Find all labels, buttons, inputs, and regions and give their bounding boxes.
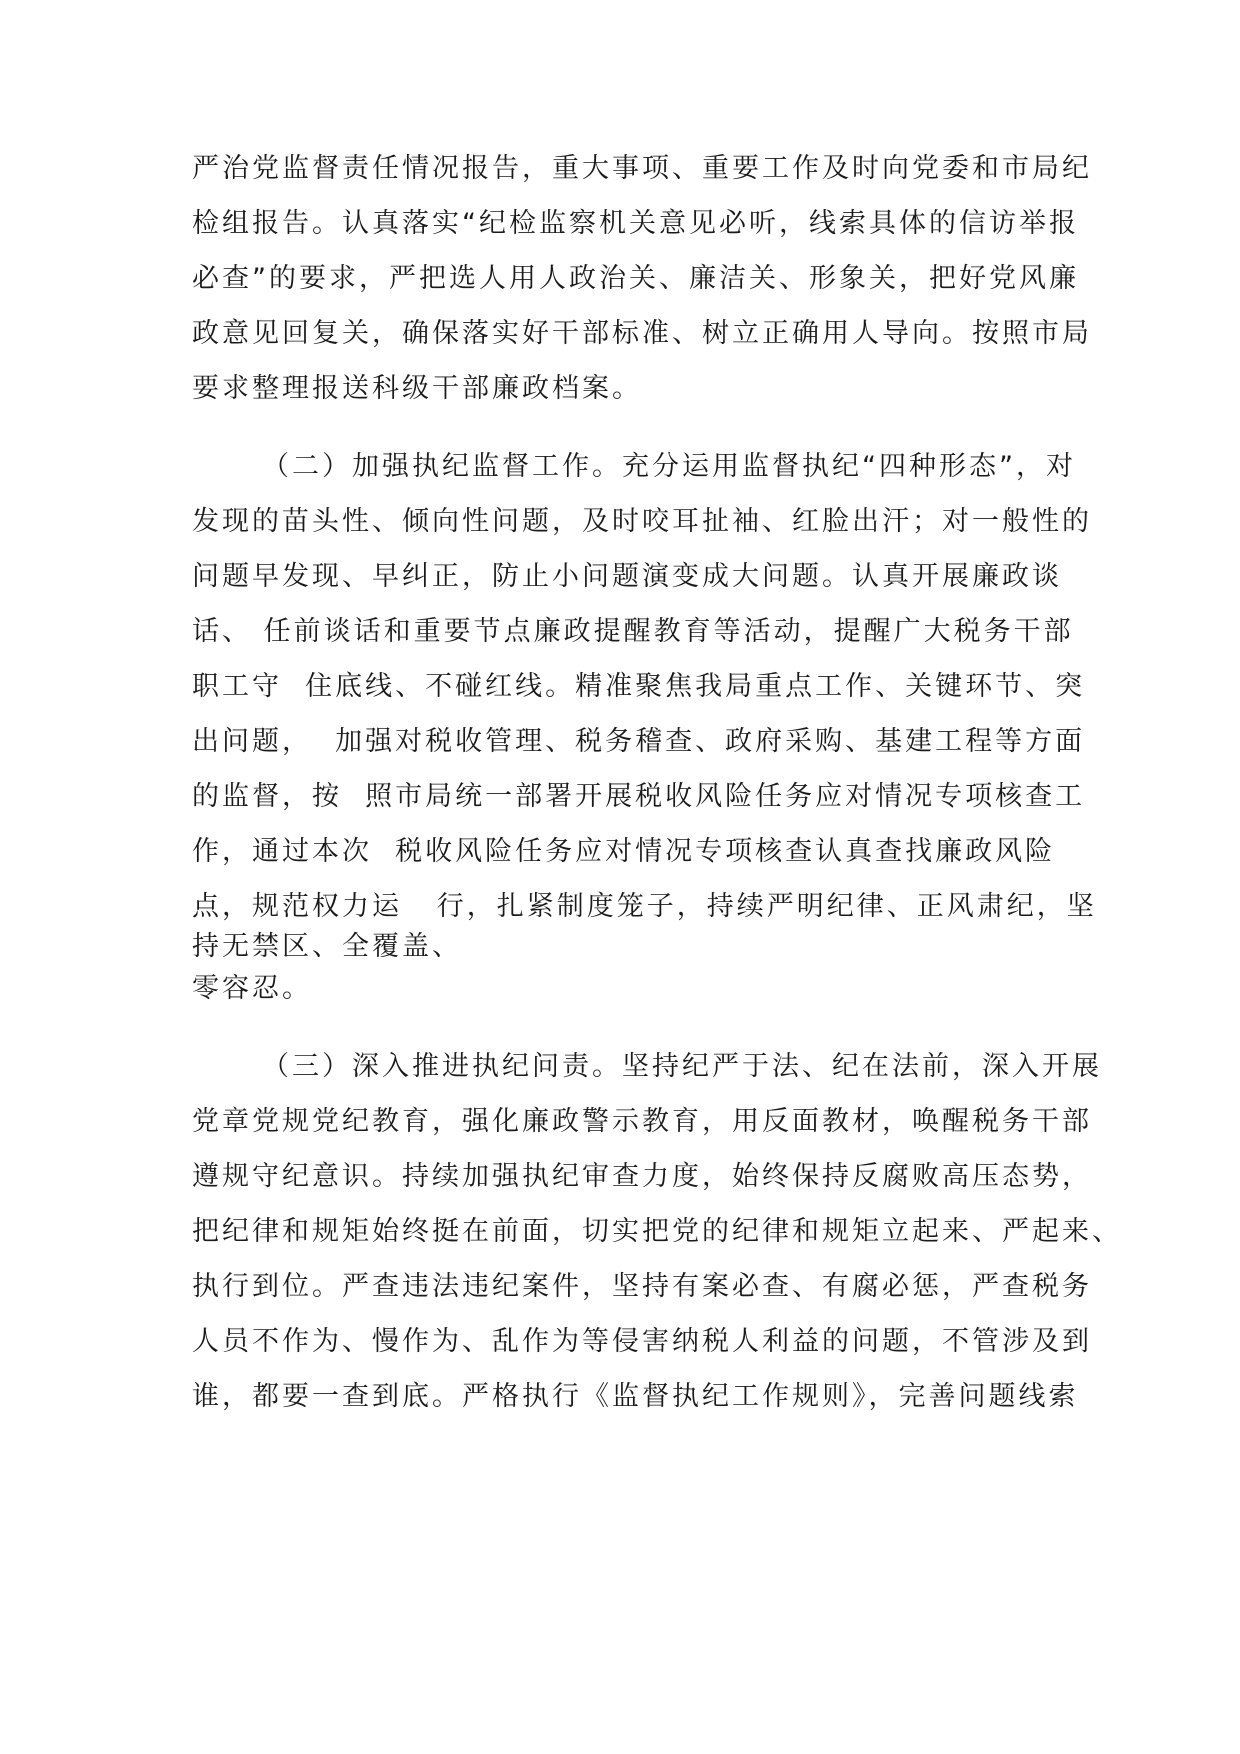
paragraph-3-line-4: 把纪律和规矩始终挺在前面，切实把党的纪律和规矩立起来、严起来、: [192, 1216, 1122, 1247]
paragraph-1-line-2: 检组报告。认真落实“纪检监察机关意见必听，线索具体的信访举报: [192, 208, 1079, 239]
paragraph-1-line-1: 严治党监督责任情况报告，重大事项、重要工作及时向党委和市局纪: [192, 153, 1092, 184]
paragraph-2-line-1: （二）加强执纪监督工作。充分运用监督执纪“四种形态”，对: [262, 451, 1076, 482]
paragraph-3-line-3: 遵规守纪意识。持续加强执纪审查力度，始终保持反腐败高压态势，: [192, 1161, 1092, 1192]
paragraph-2-line-10: 持无禁区、全覆盖、: [192, 931, 462, 962]
paragraph-3-line-1: （三）深入推进执纪问责。坚持纪严于法、纪在法前，深入开展: [262, 1051, 1102, 1082]
paragraph-2-line-7: 的监督，按 照市局统一部署开展税收风险任务应对情况专项核查工: [192, 781, 1086, 812]
paragraph-2-line-5: 职工守 住底线、不碰红线。精准聚焦我局重点工作、关键环节、突: [192, 671, 1086, 702]
paragraph-2-line-2: 发现的苗头性、倾向性问题，及时咬耳扯袖、红脸出汗；对一般性的: [192, 506, 1092, 537]
paragraph-2-line-3: 问题早发现、早纠正，防止小问题演变成大问题。认真开展廉政谈: [192, 561, 1062, 592]
paragraph-2-line-4: 话、 任前谈话和重要节点廉政提醒教育等活动，提醒广大税务干部: [192, 616, 1074, 647]
paragraph-3-line-7: 谁，都要一查到底。严格执行《监督执纪工作规则》，完善问题线索: [192, 1381, 1079, 1412]
paragraph-2-line-8: 作，通过本次 税收风险任务应对情况专项核查认真查找廉政风险: [192, 836, 1056, 867]
paragraph-1-line-5: 要求整理报送科级干部廉政档案。: [192, 373, 642, 404]
paragraph-2-line-6: 出问题， 加强对税收管理、税务稽查、政府采购、基建工程等方面: [192, 726, 1086, 757]
paragraph-3-line-6: 人员不作为、慢作为、乱作为等侵害纳税人利益的问题，不管涉及到: [192, 1326, 1092, 1357]
paragraph-1-line-3: 必查”的要求，严把选人用人政治关、廉洁关、形象关，把好党风廉: [192, 263, 1079, 294]
paragraph-3-line-2: 党章党规党纪教育，强化廉政警示教育，用反面教材，唤醒税务干部: [192, 1106, 1092, 1137]
paragraph-1-line-4: 政意见回复关，确保落实好干部标准、树立正确用人导向。按照市局: [192, 318, 1092, 349]
paragraph-2-line-9: 点，规范权力运 行，扎紧制度笼子，持续严明纪律、正风肃纪，坚: [192, 891, 1097, 922]
paragraph-2-line-11: 零容忍。: [192, 973, 312, 1004]
paragraph-3-line-5: 执行到位。严查违法违纪案件，坚持有案必查、有腐必惩，严查税务: [192, 1271, 1092, 1302]
